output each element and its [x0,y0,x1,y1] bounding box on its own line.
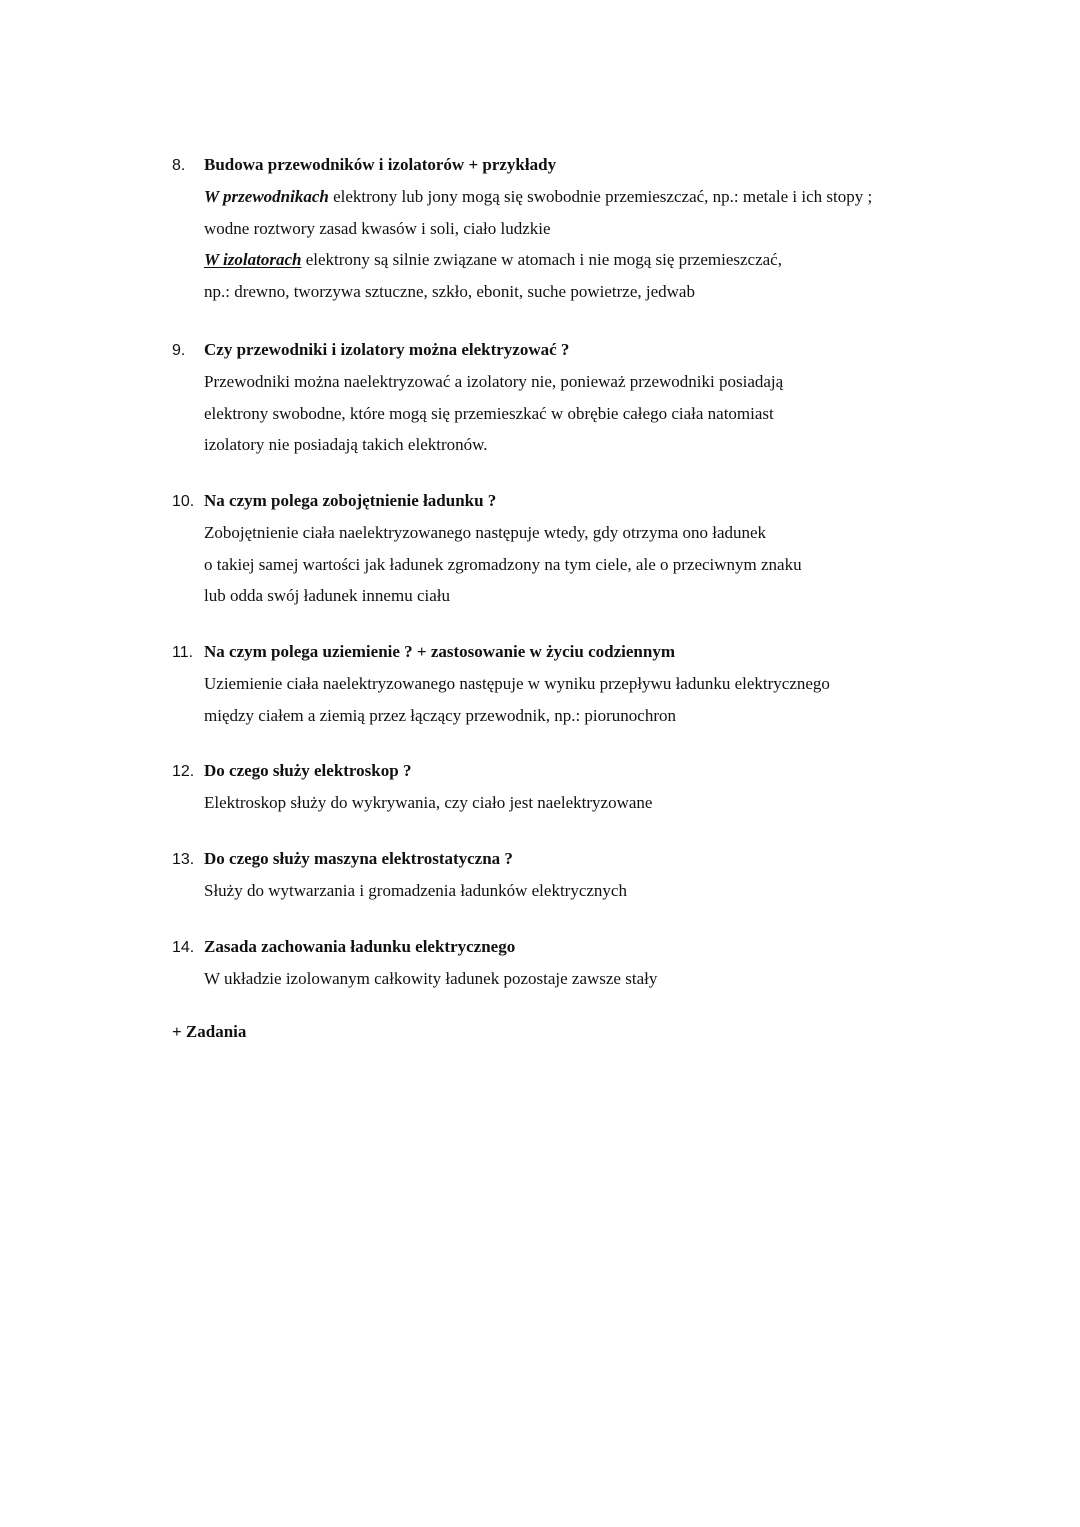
question-8-heading [172,149,952,181]
question-14 [172,931,952,995]
answer-11 [204,668,952,731]
answer-line: Elektroskop służy do wykrywania, czy ciało jest naelektryzowane [204,793,653,812]
answer-line [204,244,952,276]
question-number: 8. [172,157,186,174]
term-conductors: W przewodnikach [204,187,329,206]
answer-line: Przewodniki można naelektryzować a izolatory nie, ponieważ przewodniki posiadają [204,372,784,391]
answer-line: lub odda swój ładunek innemu ciału [204,586,450,605]
question-number: 9. [172,342,186,359]
answer-line: Uziemienie ciała naelektryzowanego następuje w wyniku przepływu ładunku elektrycznego [204,674,830,693]
question-number: 12. [172,763,195,780]
question-number: 13. [172,851,195,868]
question-title: Zasada zachowania ładunku elektrycznego [204,937,516,956]
question-title: Na czym polega zobojętnienie ładunku ? [204,491,497,510]
question-9 [172,334,952,461]
term-insulators: W izolatorach [204,250,302,269]
answer-13 [204,875,952,907]
answer-line: wodne roztwory zasad kwasów i soli, ciało ludzkie [204,218,551,238]
answer-10 [204,517,952,612]
answer-line: np.: drewno, tworzywa sztuczne, szkło, ebonit, suche powietrze, jedwab [204,281,695,301]
question-9-heading [172,334,952,366]
question-13-heading [172,843,952,875]
question-title: Na czym polega uziemienie ? + zastosowanie w życiu codziennym [204,642,675,661]
question-title: Czy przewodniki i izolatory można elektryzować ? [204,340,570,359]
question-14-heading [172,931,952,963]
answer-line: Zobojętnienie ciała naelektryzowanego następuje wtedy, gdy otrzyma ono ładunek [204,523,767,542]
question-12 [172,755,952,819]
question-10 [172,485,952,612]
question-number: 10. [172,493,195,510]
answer-14 [204,963,952,995]
answer-line: elektrony swobodne, które mogą się przemieszkać w obrębie całego ciała natomiast [204,403,774,423]
question-number: 14. [172,939,195,956]
question-title: Budowa przewodników i izolatorów + przykłady [204,155,557,174]
tasks-note: + Zadania [172,1022,247,1041]
question-11-heading [172,636,952,668]
answer-line: między ciałem a ziemią przez łączący przewodnik, np.: piorunochron [204,705,677,725]
answer-text: elektrony lub jony mogą się swobodnie przemieszczać, np.: metale i ich stopy ; [328,187,873,206]
answer-line: W układzie izolowanym całkowity ładunek pozostaje zawsze stały [204,969,658,988]
question-title: Do czego służy maszyna elektrostatyczna ? [204,849,513,868]
answer-12 [204,787,952,819]
question-10-heading [172,485,952,517]
answer-text: elektrony są silnie związane w atomach i nie mogą się przemieszczać, [301,250,782,269]
answer-8 [204,181,952,307]
question-12-heading [172,755,952,787]
question-13 [172,843,952,907]
answer-line: Służy do wytwarzania i gromadzenia ładunków elektrycznych [204,881,627,900]
question-number: 11. [172,644,194,661]
answer-line: izolatory nie posiadają takich elektronów. [204,435,488,454]
question-title: Do czego służy elektroskop ? [204,761,412,780]
answer-9 [204,366,952,461]
answer-line [204,181,952,213]
answer-line: o takiej samej wartości jak ładunek zgromadzony na tym ciele, ale o przeciwnym znaku [204,554,802,574]
question-11 [172,636,952,731]
question-8 [172,149,952,307]
